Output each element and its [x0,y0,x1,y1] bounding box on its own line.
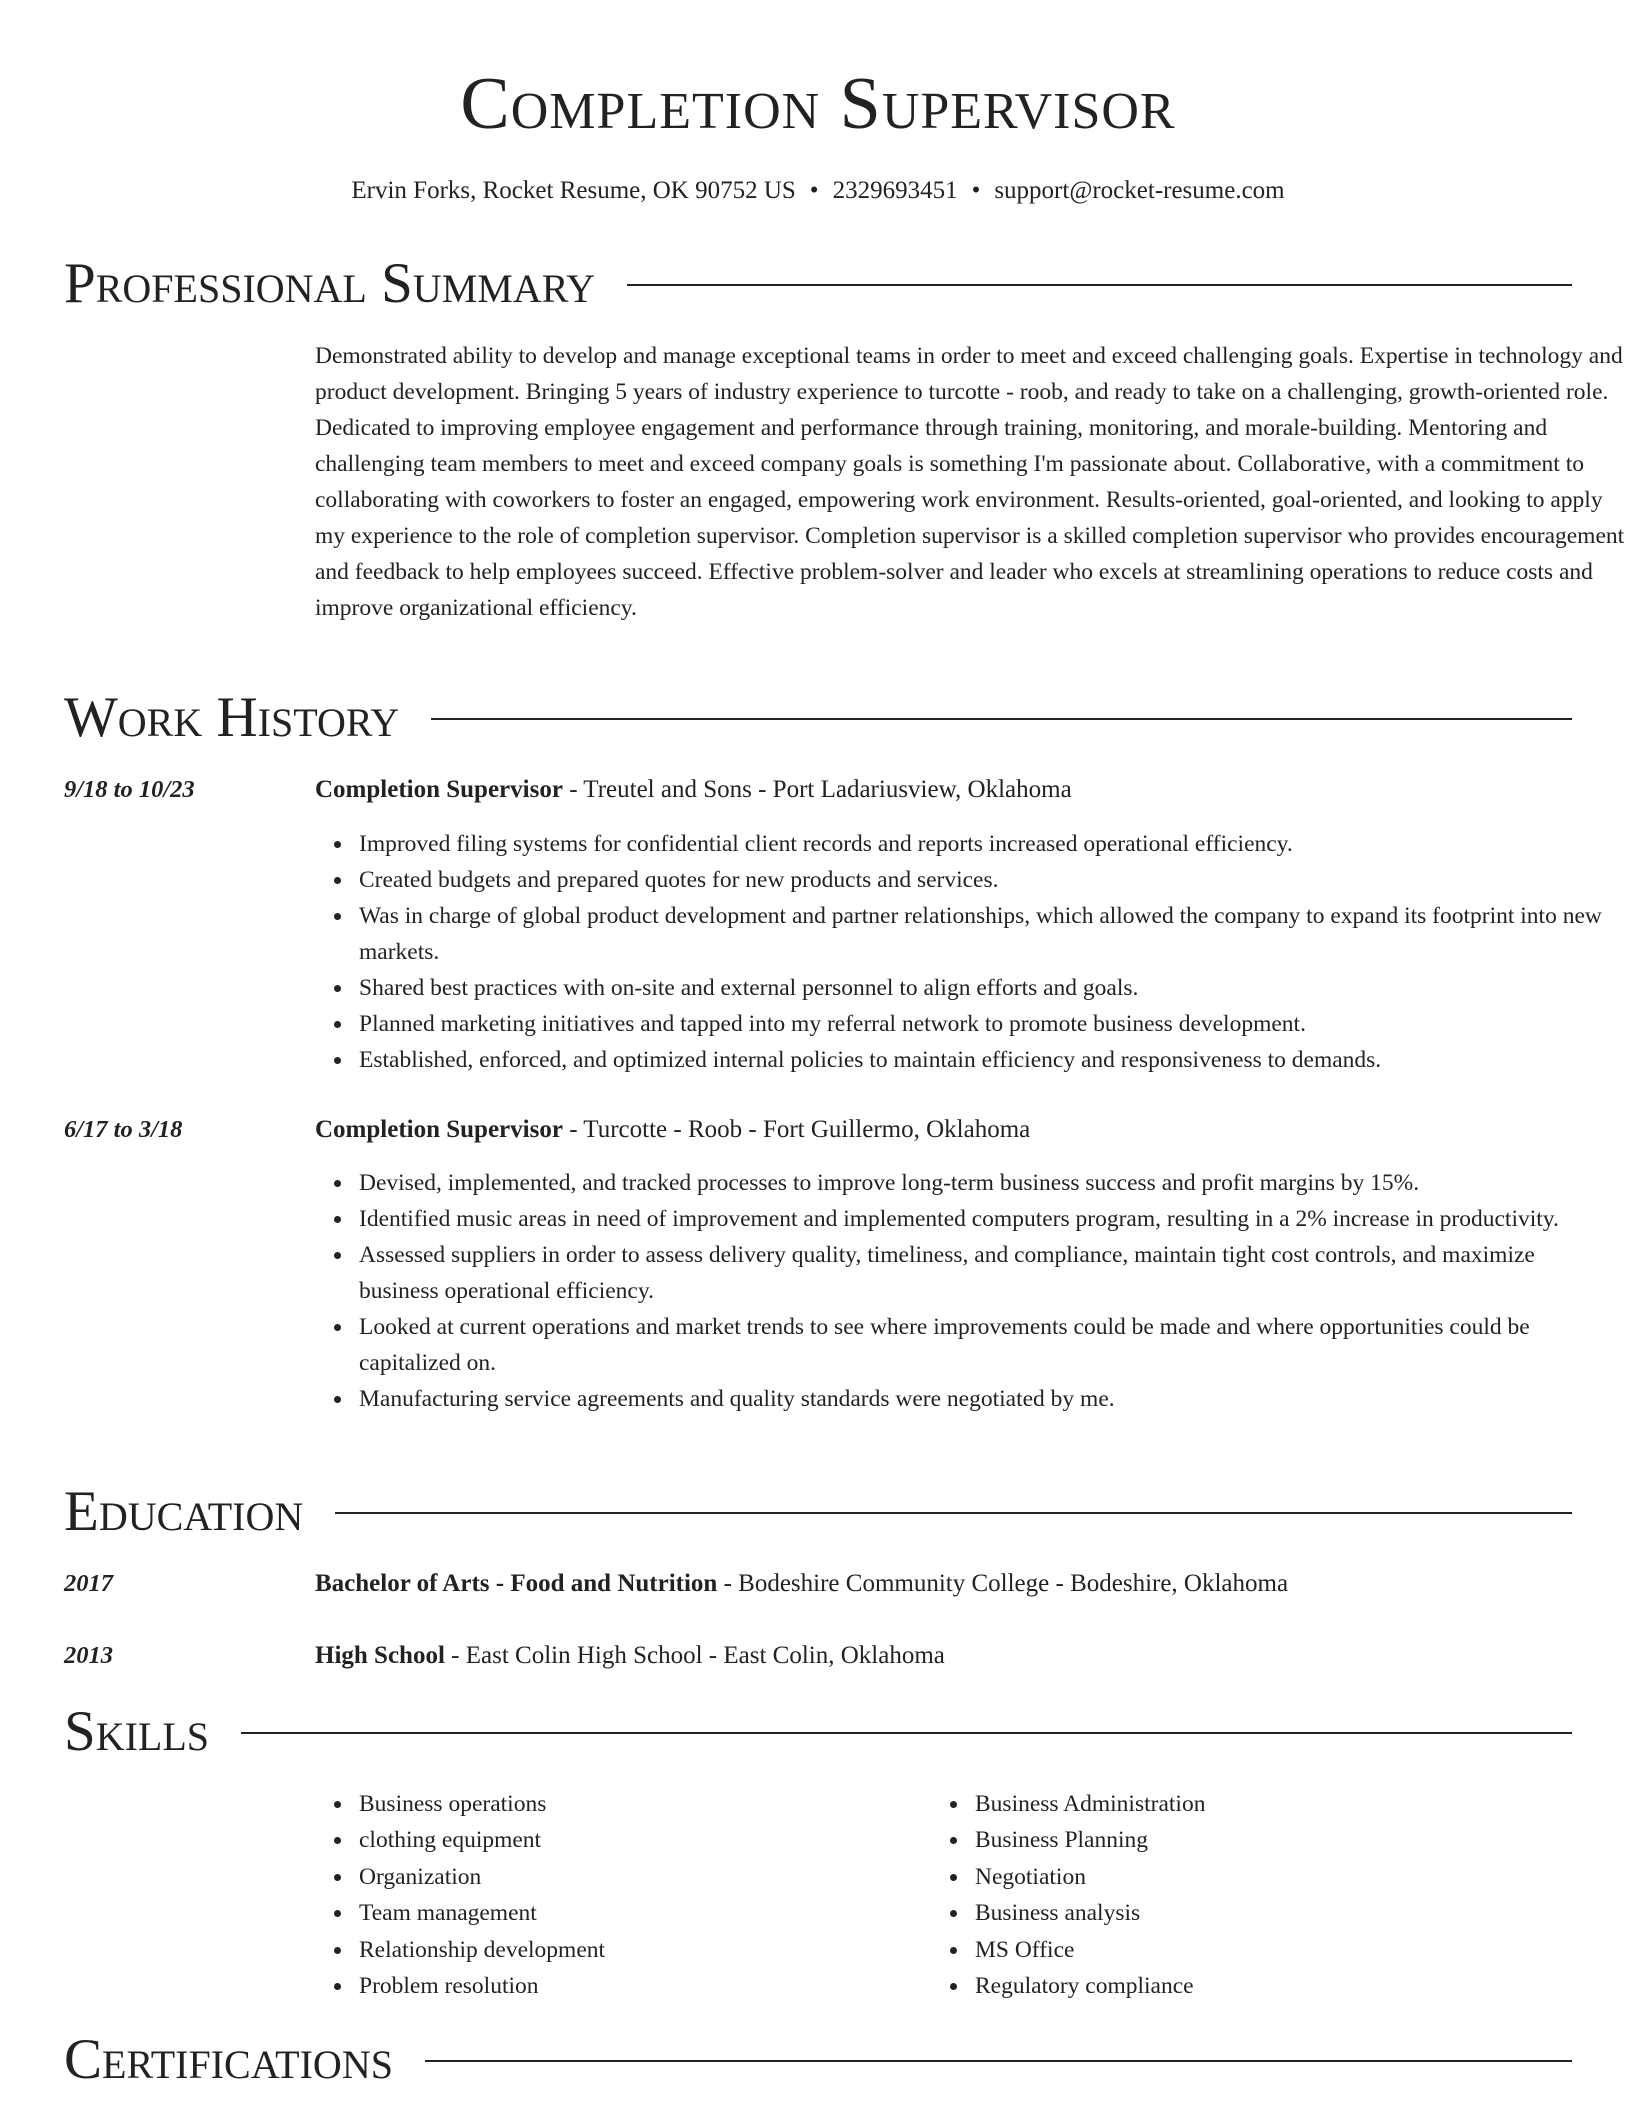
job-bullet: Established, enforced, and optimized internal policies to maintain efficiency and responsiveness to demands. [359,1042,1616,1078]
job-bullet: Was in charge of global product development and partner relationships, which allowed the company to expand its footprint into new markets. [359,898,1616,970]
skill-item: Problem resolution [359,1968,919,2004]
job-bullet: Devised, implemented, and tracked processes to improve long-term business success and profit margins by 15%. [359,1165,1616,1201]
job-bullet: Assessed suppliers in order to assess delivery quality, timeliness, and compliance, maintain tight cost controls, and maximize business operational efficiency. [359,1237,1616,1309]
education-heading: Education [64,1480,304,1543]
contact-phone: 2329693451 [832,177,958,204]
work-heading: Work History [64,686,400,749]
skills-list-right [931,1786,1575,2004]
contact-line [64,174,1572,208]
work-section-header [64,686,1572,750]
certifications-section-header [64,2028,1572,2092]
contact-address: Ervin Forks, Rocket Resume, OK 90752 US [351,177,796,204]
education-degree: High School [315,1642,445,1669]
job-title: Completion Supervisor [315,776,563,803]
job-bullet: Planned marketing initiatives and tapped into my referral network to promote business development. [359,1006,1616,1042]
job-heading [315,772,1572,808]
job-title: Completion Supervisor [315,1116,563,1143]
skill-item: Business analysis [975,1895,1575,1931]
job-heading [315,1112,1572,1148]
job-dates: 9/18 to 10/23 [64,776,195,803]
job-dates: 6/17 to 3/18 [64,1116,183,1143]
job-bullet: Shared best practices with on-site and external personnel to align efforts and goals. [359,970,1616,1006]
education-details: - East Colin High School - East Colin, Oklahoma [444,1642,945,1669]
skill-item: clothing equipment [359,1822,919,1858]
skill-item: Business Planning [975,1822,1575,1858]
job-bullet: Identified music areas in need of improvement and implemented computers program, resulting in a 2% increase in productivity. [359,1201,1616,1237]
education-section-header [64,1480,1572,1544]
skills-heading: Skills [64,1700,210,1763]
section-divider [431,718,1572,720]
skill-item: Relationship development [359,1932,919,1968]
contact-separator: • [971,177,981,204]
resume-title: Completion Supervisor [460,63,1176,145]
contact-email[interactable]: support@rocket-resume.com [994,177,1285,204]
education-details: - Bodeshire Community College - Bodeshire, Oklahoma [717,1570,1289,1597]
education-heading-line [315,1566,1572,1602]
summary-section-header [64,252,1572,316]
skill-item: Negotiation [975,1859,1575,1895]
summary-heading: Professional Summary [64,252,596,315]
section-divider [335,1512,1572,1514]
job-details: - Turcotte - Roob - Fort Guillermo, Oklahoma [562,1116,1031,1143]
education-year: 2017 [64,1570,113,1597]
section-divider [627,284,1572,286]
job-bullets [315,1165,1616,1417]
job-bullet: Improved filing systems for confidential client records and reports increased operational efficiency. [359,826,1616,862]
certifications-heading: Certifications [64,2028,393,2091]
skill-item: Team management [359,1895,919,1931]
skill-item: Business operations [359,1786,919,1822]
education-degree: Bachelor of Arts - Food and Nutrition [315,1570,718,1597]
skill-item: Regulatory compliance [975,1968,1575,2004]
job-bullet: Created budgets and prepared quotes for new products and services. [359,862,1616,898]
skills-list-left [315,1786,919,2004]
contact-separator: • [809,177,819,204]
education-heading-line [315,1638,1572,1674]
skill-item: MS Office [975,1932,1575,1968]
section-divider [425,2060,1572,2062]
education-year: 2013 [64,1642,113,1669]
section-divider [241,1732,1572,1734]
job-bullet: Looked at current operations and market trends to see where improvements could be made and where opportunities could be capitalized on. [359,1309,1616,1381]
skills-section-header [64,1700,1572,1764]
skill-item: Organization [359,1859,919,1895]
job-details: - Treutel and Sons - Port Ladariusview, Oklahoma [562,776,1072,803]
job-bullets [315,826,1616,1078]
summary-text: Demonstrated ability to develop and manage exceptional teams in order to meet and exceed challenging goals. Expertise in technology and product development. Bringing 5 years of industry experience to turcotte - roob, and ready to take on a challenging, growth-oriented role. Dedicated to improving employee engagement and performance through training, monitoring, and morale-building. Mentoring and challenging team members to meet and exceed company goals is something I'm passionate about. Collaborative, with a commitment to collaborating with coworkers to foster an engaged, empowering work environment. Results-oriented, goal-oriented, and looking to apply my experience to the role of completion supervisor. Completion supervisor is a skilled completion supervisor who provides encouragement and feedback to help employees succeed. Effective problem-solver and leader who excels at streamlining operations to reduce costs and improve organizational efficiency. [315,343,1625,621]
skill-item: Business Administration [975,1786,1575,1822]
job-bullet: Manufacturing service agreements and quality standards were negotiated by me. [359,1381,1616,1417]
